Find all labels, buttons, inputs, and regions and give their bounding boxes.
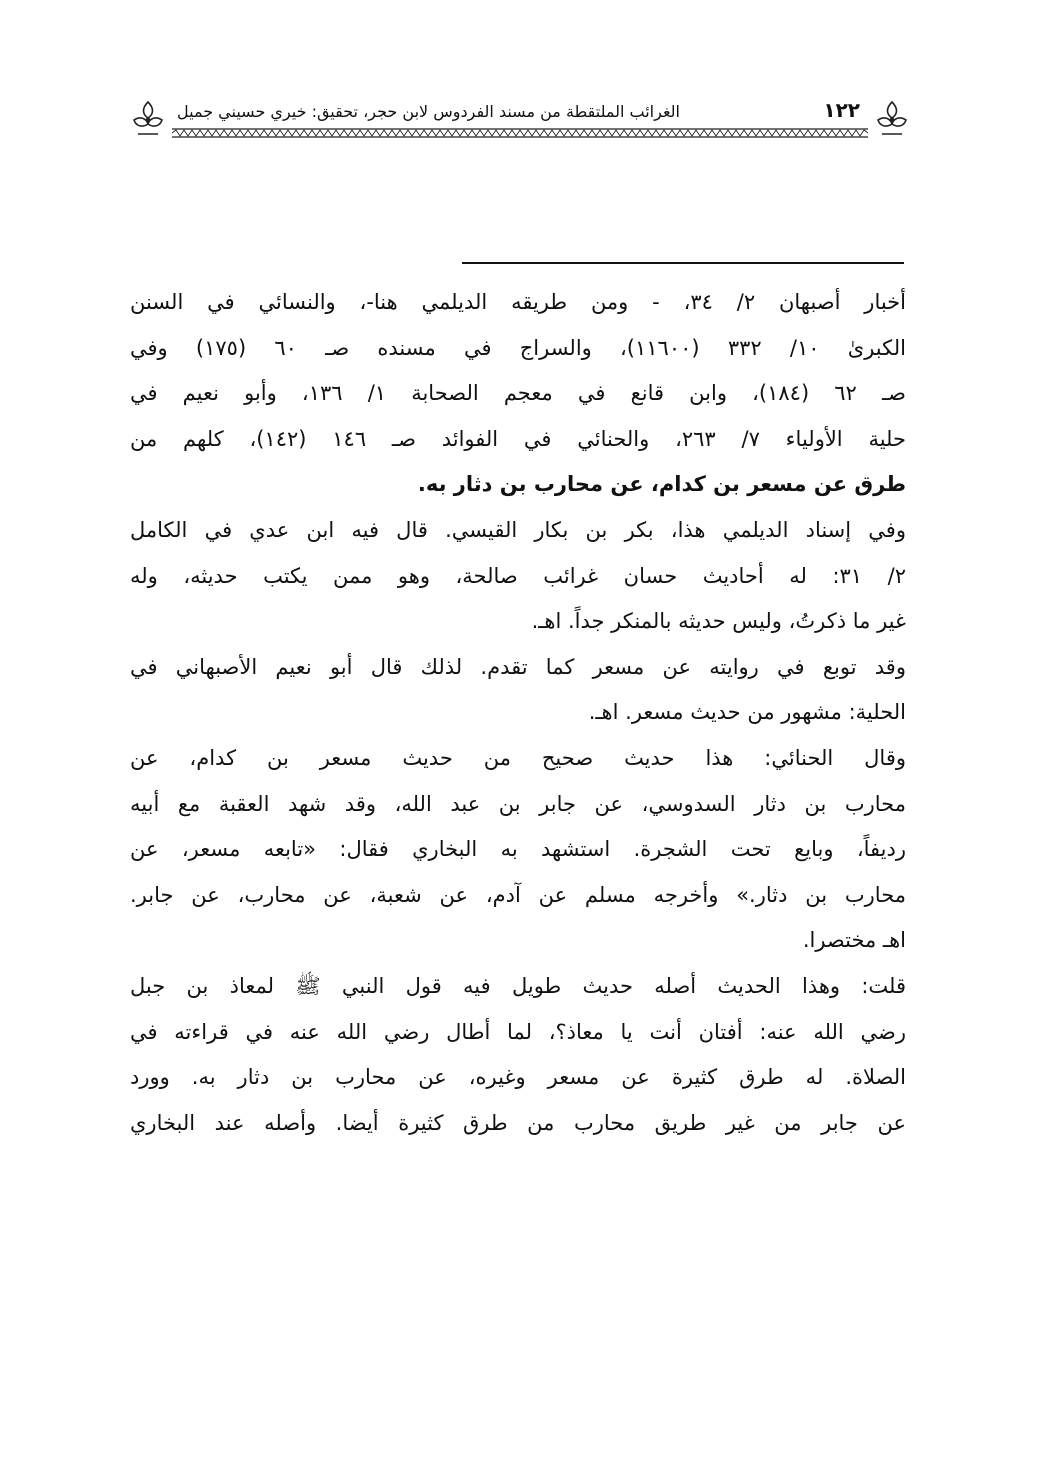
footnote-separator	[462, 262, 904, 264]
text-line: حلية الأولياء ٧/ ٢٦٣، والحنائي في الفوائد صـ ١٤٦ (١٤٢)، كلهم من	[130, 426, 906, 451]
text-line: الحلية: مشهور من حديث مسعر. اهـ.	[588, 700, 906, 725]
text-line: الصلاة. له طرق كثيرة عن مسعر وغيره، عن محارب بن دثار به. وورد	[130, 1065, 906, 1090]
text-line: محارب بن دثار.» وأخرجه مسلم عن آدم، عن شعبة، عن محارب، عن جابر.	[130, 882, 906, 907]
text-line: رضي الله عنه: أفتان أنت يا معاذ؟، لما أطال رضي الله عنه في قراءته في	[130, 1019, 906, 1044]
text-line: صـ ٦٢ (١٨٤)، وابن قانع في معجم الصحابة ١/ ١٣٦، وأبو نعيم في	[130, 381, 906, 406]
text-line: عن جابر من غير طريق محارب من طرق كثيرة أيضا. وأصله عند البخاري	[130, 1110, 906, 1135]
text-line: ٢/ ٣١: له أحاديث حسان غرائب صالحة، وهو ممن يكتب حديثه، وله	[130, 563, 906, 588]
text-line: طرق عن مسعر بن كدام، عن محارب بن دثار به.	[417, 472, 906, 497]
text-line: محارب بن دثار السدوسي، عن جابر بن عبد الله، وقد شهد العقبة مع أبيه	[130, 791, 906, 816]
floral-ornament-icon	[128, 98, 168, 138]
page-number: ١٢٢	[823, 98, 860, 122]
floral-ornament-icon	[872, 98, 912, 138]
text-line: وفي إسناد الديلمي هذا، بكر بن بكار القيسي. قال فيه ابن عدي في الكامل	[130, 517, 906, 542]
decorative-header-rule	[172, 128, 868, 138]
text-line: وقال الحنائي: هذا حديث صحيح من حديث مسعر بن كدام، عن	[130, 745, 906, 770]
text-line: أخبار أصبهان ٢/ ٣٤، - ومن طريقه الديلمي هنا-، والنسائي في السنن	[130, 290, 906, 314]
text-line: الكبرىٰ ١٠/ ٣٣٢ (١١٦٠٠)، والسراج في مسنده صـ ٦٠ (١٧٥) وفي	[130, 335, 906, 360]
text-line: وقد توبع في روايته عن مسعر كما تقدم. لذلك قال أبو نعيم الأصبهاني في	[130, 654, 906, 679]
running-header	[128, 96, 912, 148]
text-line: قلت: وهذا الحديث أصله حديث طويل فيه قول النبي ﷺ لمعاذ بن جبل	[130, 973, 906, 998]
running-title: الغرائب الملتقطة من مسند الفردوس لابن حجر، تحقيق: خيري حسيني جميل	[177, 102, 680, 121]
text-line: اهـ مختصرا.	[802, 928, 906, 953]
body-text	[130, 280, 906, 1146]
text-line: غير ما ذكرتُ، وليس حديثه بالمنكر جداً. اهـ.	[531, 609, 906, 634]
text-line: رديفاً، وبايع تحت الشجرة. استشهد به البخاري فقال: «تابعه مسعر، عن	[130, 837, 906, 862]
